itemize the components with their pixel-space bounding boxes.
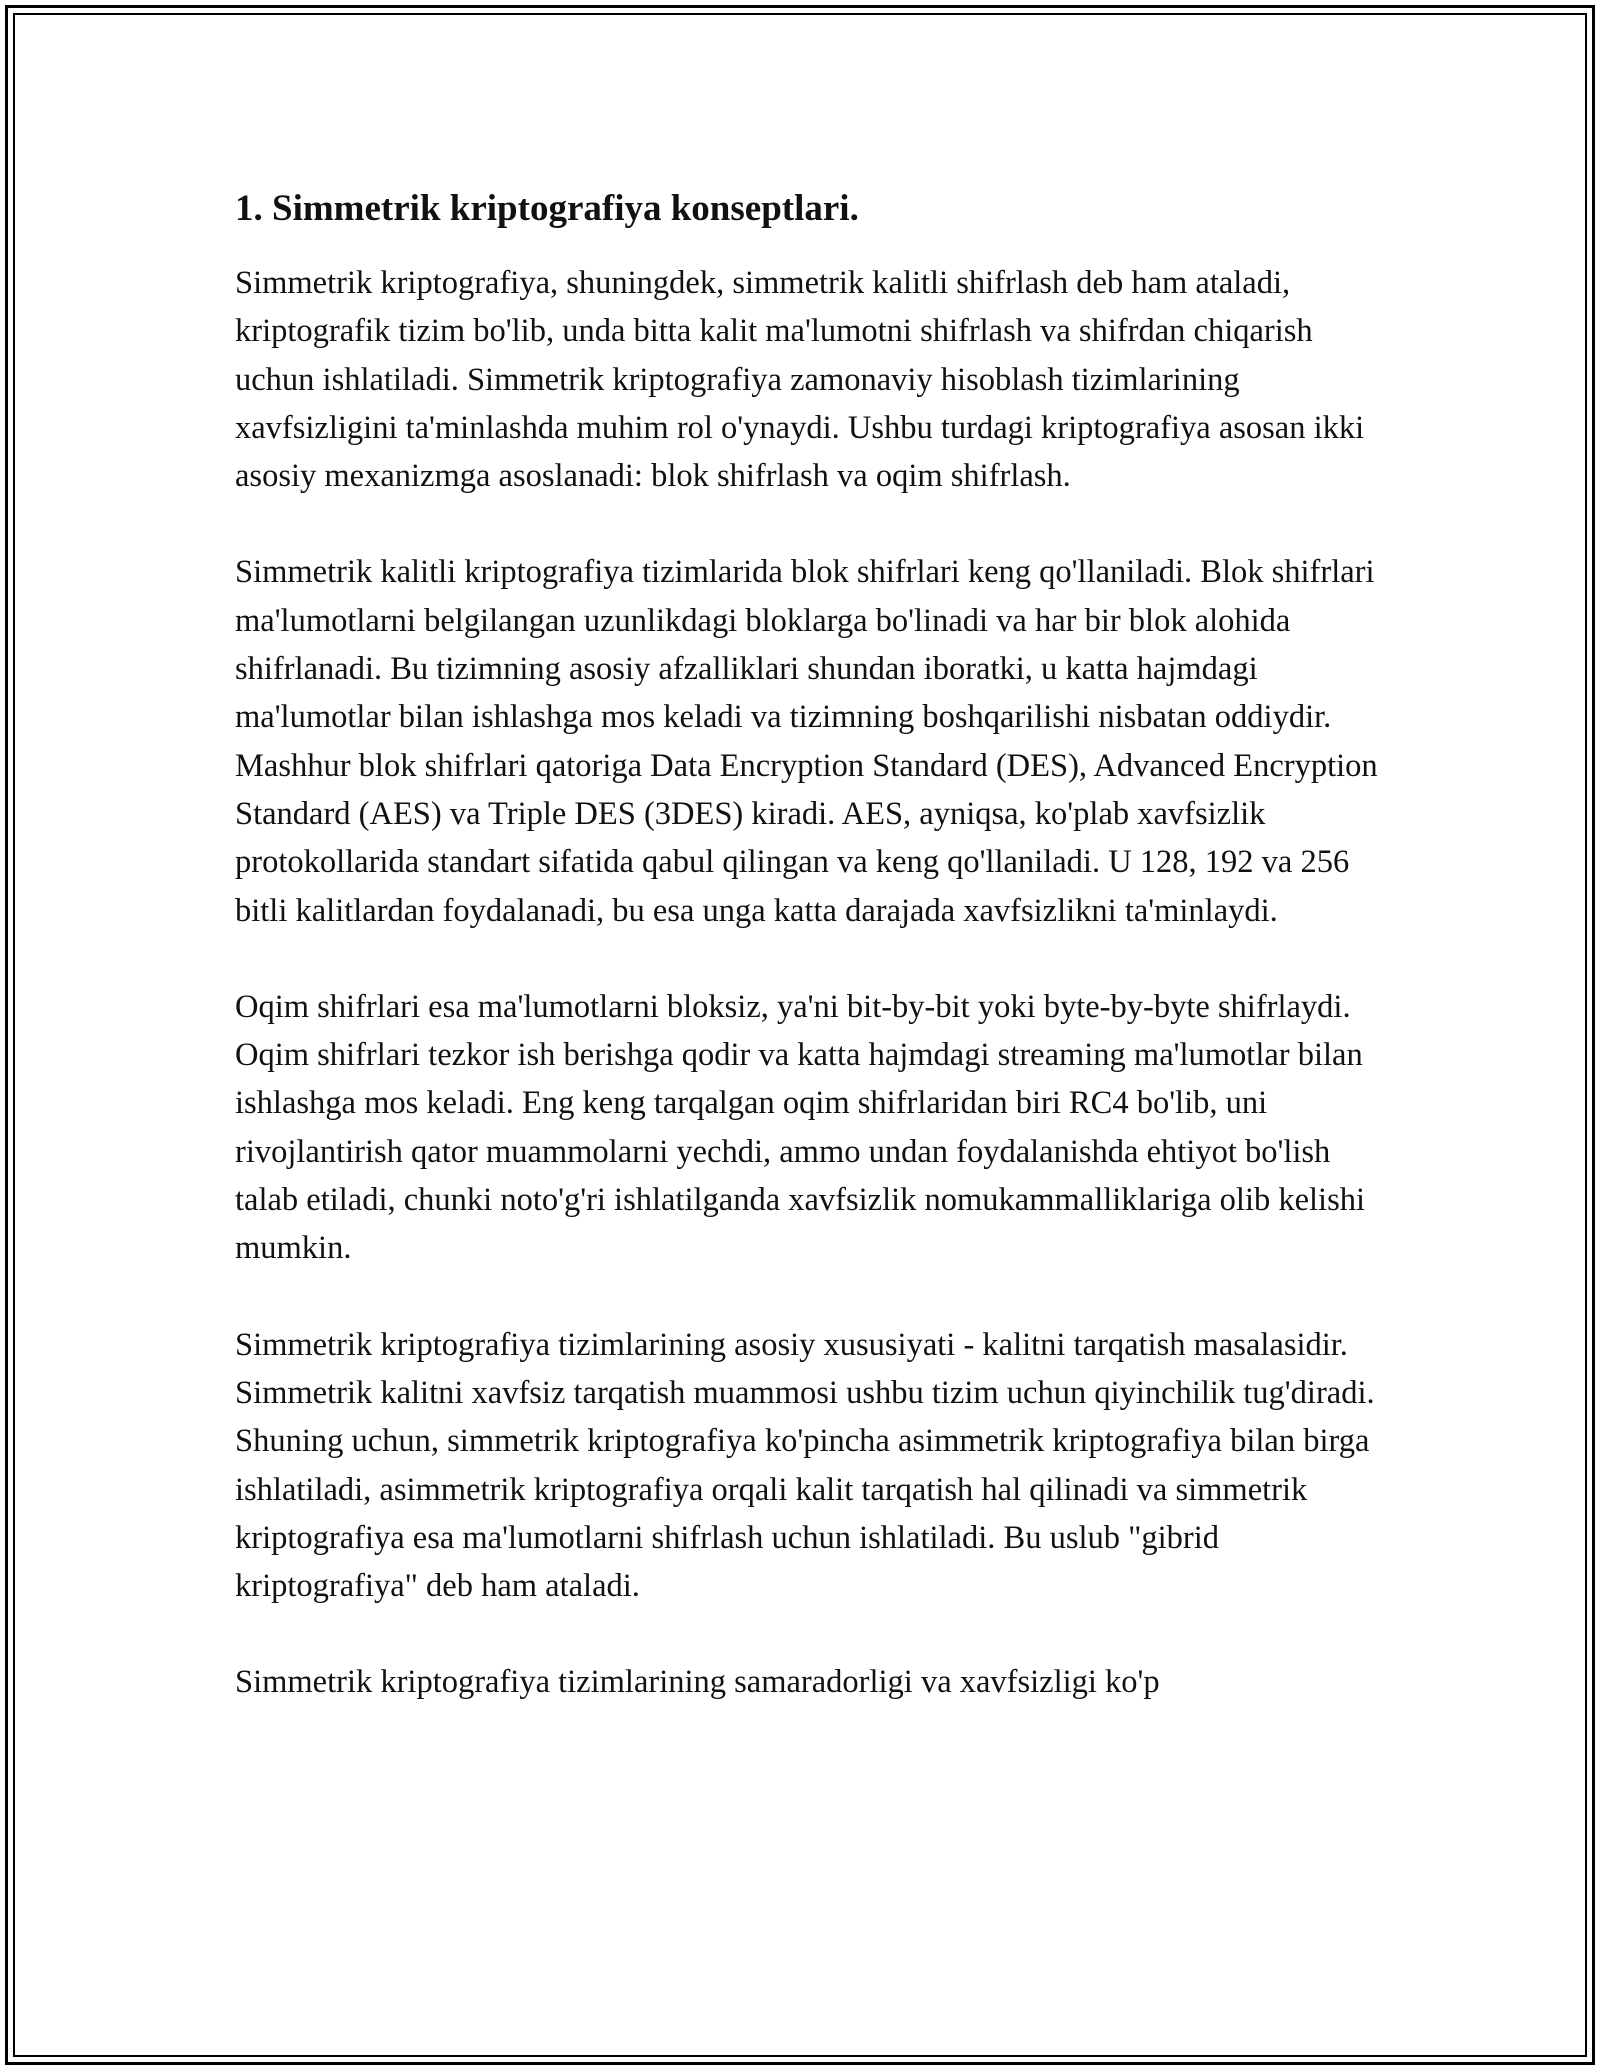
paragraph-3: Oqim shifrlari esa ma'lumotlarni bloksiz, ya'ni bit-by-bit yoki byte-by-byte shifrlaydi. Oqim shifrlari tezkor ish berishga qodir va katta hajmdagi streaming ma'lumotlar bilan ishlashga mos keladi. Eng keng tarqalgan oqim shifrlaridan biri RC4 bo'lib, uni rivojlantirish qator muammolarni yechdi, ammo undan foydalanishda ehtiyot bo'lish talab etiladi, chunki noto'g'ri ishlatilganda xavfsizlik nomukammalliklariga olib kelishi mumkin.	[235, 988, 1366, 1267]
paragraph-1: Simmetrik kriptografiya, shuningdek, simmetrik kalitli shifrlash deb ham ataladi, kriptografik tizim bo'lib, unda bitta kalit ma'lumotni shifrlash va shifrdan chiqarish uchun ishlatiladi. Simmetrik kriptografiya zamonaviy hisoblash tizimlarining xavfsizligini ta'minlashda muhim rol o'ynaydi. Ushbu turdagi kriptografiya asosan ikki asosiy mexanizmga asoslanadi: blok shifrlash va oqim shifrlash.	[235, 265, 1365, 495]
paragraph-5: Simmetrik kriptografiya tizimlarining samaradorligi va xavfsizligi ko'p	[235, 1664, 1160, 1701]
section-heading: 1. Simmetrik kriptografiya konseptlari.	[235, 188, 859, 229]
paragraph-4: Simmetrik kriptografiya tizimlarining asosiy xususiyati - kalitni tarqatish masalasidir. Simmetrik kalitni xavfsiz tarqatish muammosi ushbu tizim uchun qiyinchilik tug'diradi. Shuning uchun, simmetrik kriptografiya ko'pincha asimmetrik kriptografiya bilan birga ishlatiladi, asimmetrik kriptografiya orqali kalit tarqatish hal qilinadi va simmetrik kriptografiya esa ma'lumotlarni shifrlash uchun ishlatiladi. Bu uslub "gibrid kriptografiya" deb ham ataladi.	[235, 1326, 1375, 1605]
paragraph-2: Simmetrik kalitli kriptografiya tizimlarida blok shifrlari keng qo'llaniladi. Blok shifrlari ma'lumotlarni belgilangan uzunlikdagi bloklarga bo'linadi va har bir blok alohida shifrlanadi. Bu tizimning asosiy afzalliklari shundan iboratki, u katta hajmdagi ma'lumotlar bilan ishlashga mos keladi va tizimning boshqarilishi nisbatan oddiydir. Mashhur blok shifrlari qatoriga Data Encryption Standard (DES), Advanced Encryption Standard (AES) va Triple DES (3DES) kiradi. AES, ayniqsa, ko'plab xavfsizlik protokollarida standart sifatida qabul qilingan va keng qo'llaniladi. U 128, 192 va 256 bitli kalitlardan foydalanadi, bu esa unga katta darajada xavfsizlikni ta'minlaydi.	[235, 554, 1378, 929]
document-body	[235, 185, 1385, 1707]
